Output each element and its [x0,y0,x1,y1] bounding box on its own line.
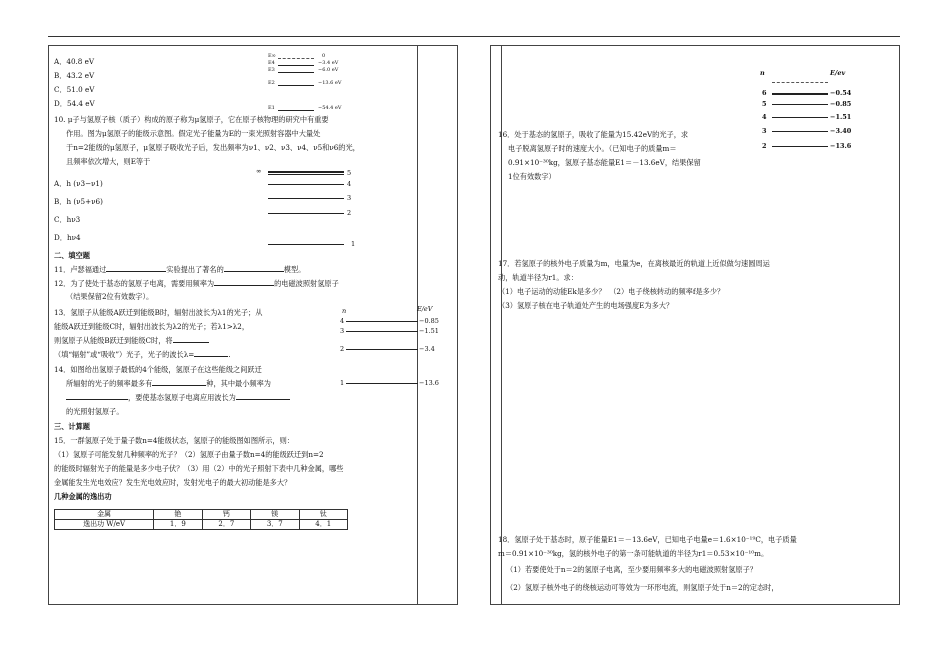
q13-level-n: 3 [340,327,345,335]
q16-line: 0.91×10⁻³⁰kg，氢原子基态能量E1＝－13.6eV，结果保留 [508,158,701,167]
q10-level-line [268,244,344,245]
q14-line-text: 所辐射的光子的频率最多有 [66,379,153,388]
q16-line: 电子脱离氢原子时的速度大小。（已知电子的质量m＝ [508,144,677,153]
q13-level-e: −0.85 [419,317,439,325]
q14-line [66,392,290,403]
table-cell: 3．7 [251,520,299,530]
q10-level-label: 3 [347,194,352,202]
q11-part-c: 模型。 [283,265,306,274]
q10-line: 于n=2能级的μ氢原子，μ氢原子吸收光子后，发出频率为ν1、ν2、ν3、ν4、ν5和ν6的光， [66,143,360,152]
q17-line: 17．若氢原子的核外电子质量为m，电量为e，在离核最近的轨道上近似做匀速圆周运 [498,259,770,268]
table-cell: 钛 [299,510,348,520]
table-header-row [55,510,348,520]
q12-part-a: 12．为了使处于基态的氢原子电离，需要用频率为 [54,279,215,288]
q13-level-line [346,331,418,332]
top-rule [48,36,900,37]
q13-line [54,335,209,346]
q9-level-line [278,72,314,73]
q13-level-n: 4 [340,317,345,325]
q12-blank[interactable] [214,278,274,286]
table-cell: 钙 [202,510,250,520]
right-level-n: 4 [762,113,767,121]
q9-level-name: E1 [268,105,275,111]
q14-line-text: 种，其中最小频率为 [206,379,271,388]
right-level-line [772,82,828,83]
q10-line: 10. μ子与氢原子核（质子）构成的原子称为μ氢原子，它在原子核物理的研究中有重要 [54,115,329,124]
table-cell: 2．7 [202,520,250,530]
q10-level-line [268,213,344,214]
right-e-header: E/ev [830,69,846,77]
right-n-header: n [760,69,765,77]
table-cell: 铯 [154,510,202,520]
right-level-line [772,104,828,105]
table-cell: 镁 [251,510,299,520]
q13-level-e: −13.6 [419,379,439,387]
table-title: 几种金属的逸出功 [54,492,112,501]
q13-line-text: （填“辐射”或“吸收”）光子，光子的波长λ= [54,350,195,359]
q14-blank-1[interactable] [152,378,206,386]
table-cell: 1．9 [154,520,202,530]
q13-level-e: −1.51 [419,327,439,335]
right-level-n: 3 [762,127,767,135]
q9-level-value: −54.4 eV [318,105,342,111]
q13-level-n: 1 [340,379,345,387]
q14-blank-3[interactable] [236,392,290,400]
q14-line [66,378,271,389]
q10-option-c: C．hν3 [54,215,81,224]
q10-level-line [268,198,344,199]
q13-blank-1[interactable] [173,335,209,343]
q17-line: 动，轨道半径为r1。求： [498,273,578,282]
q16-line: 1位有效数字） [508,172,556,181]
q11-text [54,264,305,275]
right-level-n: 6 [762,89,767,97]
right-level-line [772,117,828,118]
right-level-e: −3.40 [830,127,852,135]
q10-level-label: 5 [347,169,352,177]
q9-option-b: B．43.2 eV [54,71,95,80]
q9-level-line [278,65,314,66]
section-fill-heading: 二、填空题 [54,251,90,260]
q11-part-b: 实验提出了著名的 [166,265,224,274]
q9-level-value: −13.6 eV [318,80,342,86]
q17-line: （1）电子运动的动能Ek是多少？ （2）电子绕核转动的频率f是多少？ [498,287,725,296]
q13-blank-2[interactable] [194,349,231,359]
q9-option-d: D．54.4 eV [54,99,95,108]
q10-level-line [268,184,344,185]
q14-line: 的光照射氢原子。 [66,407,124,416]
q16-line: 16．处于基态的氢原子，吸收了能量为15.42eV的光子，求 [498,130,689,139]
q9-level-name: E∞ [268,53,276,59]
q12-note: （结果保留2位有效数字）。 [66,292,154,301]
q11-part-a: 11．卢瑟福通过 [54,265,107,274]
q18-line: （1）若要使处于n＝2的氢原子电离，至少要用频率多大的电磁波照射氢原子？ [506,565,757,574]
left-panel-margin-line [417,46,418,604]
q10-level-label: 4 [347,180,352,188]
q15-line: 的能级时辐射光子的能量是多少电子伏？（3）用（2）中的光子照射下表中几种金属，哪些 [54,464,344,473]
section-calc-heading: 三、计算题 [54,422,90,431]
q13-line-text: 则氢原子从能级B跃迁到能级C时，将 [54,336,173,345]
right-level-n: 5 [762,100,767,108]
q9-level-value: 0 [322,53,326,59]
q15-line: 金属能发生光电效应？发生光电效应时，发射光电子的最大初动能是多大？ [54,478,292,487]
q18-line: （2）氢原子核外电子的绕核运动可等效为一环形电流，则氢原子处于n＝2的定态时， [506,583,779,592]
right-level-n: 2 [762,142,767,150]
q14-line-text: ，要使基态氢原子电离应用波长为 [128,393,236,402]
q13-n-header: n [342,307,347,315]
q13-level-line [346,383,418,384]
q11-blank-1[interactable] [106,264,166,272]
q14-line: 14．如图给出氢原子最低的4个能级，氢原子在这些能级之间跃迁 [54,365,262,374]
q9-level-line [278,110,314,111]
q9-option-a: A．40.8 eV [54,57,95,66]
q9-level-name: E2 [268,80,275,86]
q10-line: 且频率依次增大，则E等于 [66,157,151,166]
q10-level-label: 2 [347,209,352,217]
q10-infinity-label: ∞ [256,167,262,175]
q9-level-name: E3 [268,67,275,73]
q10-option-d: D．hν4 [54,233,81,242]
table-cell: 4．1 [299,520,348,530]
q13-e-header: E/eV [417,305,433,313]
q15-line: （1）氢原子可能发射几种频率的光子？（2）氢原子由量子数n=4的能级跃迁到n=2 [54,450,324,459]
q13-level-n: 2 [340,345,345,353]
q9-level-line [278,85,314,86]
q10-level-line [268,171,344,173]
q10-level-line [268,174,344,175]
q13-line [54,349,231,360]
q10-line: 作用。图为μ氢原子的能级示意图。假定光子能量为E的一束光照射容器中大量处 [66,129,321,138]
right-level-line [772,146,828,147]
q9-level-value: −3.4 eV [318,60,339,66]
q13-period: . [228,350,231,359]
right-level-e: −0.54 [830,89,852,97]
q10-option-a: A．h (ν3−ν1) [54,179,103,188]
q13-level-line [346,349,418,350]
q9-level-value: −6.0 eV [318,67,339,73]
table-cell: 金属 [55,510,154,520]
q15-line: 15．一群氢原子处于量子数n=4能级状态，氢原子的能级图如图所示，则： [54,436,294,445]
q10-option-b: B．h (ν5+ν6) [54,197,103,206]
q13-level-e: −3.4 [419,345,435,353]
q18-line: 18．氢原子处于基态时，原子能量E1＝－13.6eV，已知电子电量e＝1.6×10⁻¹⁹C，电子质量 [498,535,797,544]
q9-level-line [278,58,314,59]
q18-line: m＝0.91×10⁻³⁰kg，氢的核外电子的第一条可能轨道的半径为r1＝0.53×10⁻¹⁰m。 [498,549,769,558]
right-level-line [772,131,828,132]
q10-level-label: 1 [351,240,356,248]
q9-level-name: E4 [268,60,275,66]
table-row [55,520,348,530]
q13-level-line [346,321,418,322]
q12-part-b: 的电磁波照射氢原子 [274,279,339,288]
q13-line: 能级A跃迁到能级C时，辐射出波长为λ2的光子；若λ1>λ2， [54,322,250,331]
right-level-e: −1.51 [830,113,852,121]
q9-option-c: C．51.0 eV [54,85,95,94]
q14-blank-2[interactable] [66,392,128,400]
q12-text [54,278,339,289]
right-level-e: −13.6 [830,142,852,150]
q13-line: 13．氢原子从能级A跃迁到能级B时，辐射出波长为λ1的光子；从 [54,308,263,317]
right-level-e: −0.85 [830,100,852,108]
table-cell: 逸出功 W/eV [55,520,154,530]
right-level-line [772,93,828,95]
q11-blank-2[interactable] [224,264,284,272]
work-function-table [54,509,348,530]
q17-line: （3）氢原子核在电子轨道处产生的电场强度E为多大？ [498,301,674,310]
